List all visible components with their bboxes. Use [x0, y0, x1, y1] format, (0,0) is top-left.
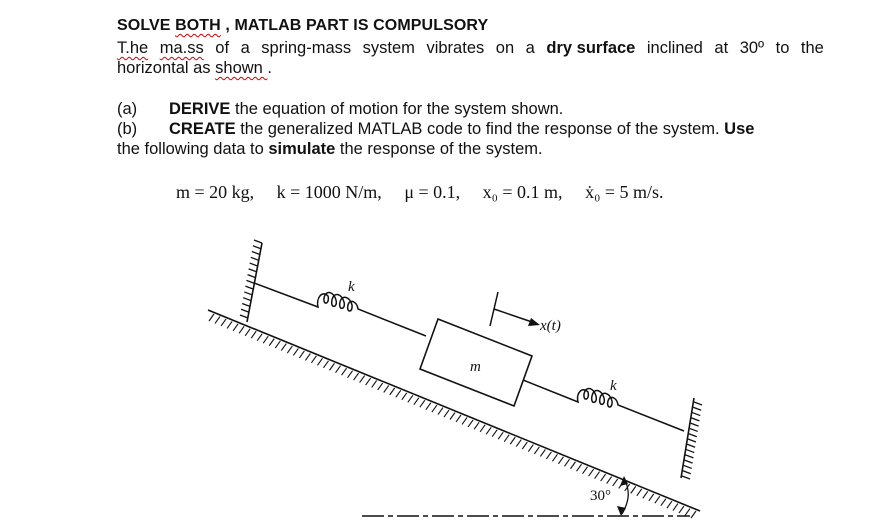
word: T.he — [117, 39, 149, 57]
hatch-mark — [246, 280, 254, 283]
hatch-mark — [390, 388, 395, 395]
hatch-mark — [293, 348, 298, 355]
hatch-mark — [528, 445, 533, 452]
left-spring-label: k — [348, 279, 355, 295]
hatch-mark — [250, 263, 258, 266]
hatch-mark — [661, 499, 666, 506]
hatch-mark — [684, 465, 692, 468]
hatch-mark — [504, 435, 509, 442]
hatch-mark — [249, 269, 257, 272]
hatch-mark — [689, 434, 697, 437]
hatch-mark — [683, 471, 691, 474]
hatch-mark — [275, 341, 280, 348]
hatch-mark — [691, 423, 699, 426]
hatch-mark — [688, 439, 696, 442]
word: inclined — [646, 39, 703, 57]
text: . — [267, 59, 273, 77]
hatch-mark — [637, 489, 642, 496]
right-spring-label: k — [610, 378, 617, 394]
word: at — [714, 39, 729, 57]
hatch-mark — [287, 346, 292, 353]
hatch-mark — [552, 454, 557, 461]
hatch-mark — [685, 460, 693, 463]
word: to — [775, 39, 790, 57]
hatch-mark — [480, 425, 485, 432]
hatch-mark — [245, 286, 253, 289]
item-b-text: the generalized MATLAB code to find the response of the system. — [235, 120, 725, 138]
hatch-mark — [456, 415, 461, 422]
hatch-mark — [242, 303, 250, 306]
hatch-mark — [241, 309, 249, 312]
hatch-mark — [444, 410, 449, 417]
hatch-mark — [583, 467, 588, 474]
hatch-mark — [673, 504, 678, 511]
hatch-mark — [546, 452, 551, 459]
hatch-mark — [396, 390, 401, 397]
hatch-mark — [227, 321, 232, 328]
word: system — [362, 39, 415, 57]
hatch-mark — [690, 428, 698, 431]
hatch-mark — [281, 344, 286, 351]
x-arrow-head — [528, 318, 540, 326]
x-arrow-shaft — [494, 309, 532, 322]
hatch-mark — [468, 420, 473, 427]
hatch-mark — [239, 326, 244, 333]
hatch-mark — [571, 462, 576, 469]
given-x0: x₀ = 0.1 m, — [482, 182, 563, 202]
hatch-mark — [462, 417, 467, 424]
item-b-label: (b) — [117, 120, 138, 138]
hatch-mark — [577, 464, 582, 471]
hatch-mark — [366, 378, 371, 385]
word: a — [240, 39, 250, 57]
hatch-mark — [311, 356, 316, 363]
hatch-mark — [263, 336, 268, 343]
hatch-mark — [402, 393, 407, 400]
item-b-bold: CREATE — [169, 120, 236, 138]
hatch-mark — [348, 371, 353, 378]
hatch-mark — [643, 491, 648, 498]
heading-text: SOLVE — [117, 17, 176, 34]
hatch-mark — [317, 358, 322, 365]
hatch-mark — [215, 316, 220, 323]
hatch-mark — [631, 486, 636, 493]
word: the — [800, 39, 824, 57]
hatch-mark — [299, 351, 304, 358]
hatch-mark — [378, 383, 383, 390]
hatch-mark — [251, 331, 256, 338]
hatch-mark — [498, 432, 503, 439]
left-wall-hatch — [240, 240, 262, 318]
hatch-mark — [305, 353, 310, 360]
word: on — [495, 39, 515, 57]
hatch-mark — [564, 459, 569, 466]
hatch-mark — [589, 469, 594, 476]
given-stiffness: k = 1000 N/m, — [276, 182, 382, 202]
hatch-mark — [354, 373, 359, 380]
right-wall — [681, 398, 694, 478]
text: the response of the system. — [335, 140, 543, 158]
text: the following data to — [117, 140, 269, 158]
hatch-mark — [486, 427, 491, 434]
hatch-mark — [691, 511, 696, 518]
hatch-mark — [694, 402, 702, 405]
hatch-mark — [685, 509, 690, 516]
item-a-label: (a) — [117, 100, 138, 118]
hatch-mark — [384, 385, 389, 392]
given-mass: m = 20 kg, — [176, 182, 255, 202]
hatch-mark — [687, 444, 695, 447]
hatch-mark — [269, 339, 274, 346]
word: 30º — [739, 39, 765, 57]
hatch-mark — [655, 496, 660, 503]
hatch-mark — [233, 324, 238, 331]
hatch-mark — [330, 363, 335, 370]
left-spring — [254, 283, 426, 336]
text: horizontal as — [117, 59, 216, 77]
hatch-mark — [360, 376, 365, 383]
item-b-use: Use — [724, 120, 755, 138]
hatch-mark — [474, 422, 479, 429]
hatch-mark — [540, 449, 545, 456]
hatch-mark — [607, 477, 612, 484]
hatch-mark — [253, 246, 261, 249]
word: a — [525, 39, 535, 57]
given-friction: μ = 0.1, — [404, 182, 461, 202]
heading-text-rest: , MATLAB PART IS COMPULSORY — [220, 17, 489, 34]
hatch-mark — [558, 457, 563, 464]
hatch-mark — [420, 400, 425, 407]
word-dry-surface: dry surface — [546, 39, 636, 57]
hatch-mark — [323, 361, 328, 368]
hatch-mark — [679, 506, 684, 513]
hatch-mark — [510, 437, 515, 444]
hatch-mark — [252, 252, 260, 255]
hatch-mark — [336, 366, 341, 373]
hatch-mark — [342, 368, 347, 375]
hatch-mark — [432, 405, 437, 412]
hatch-mark — [595, 472, 600, 479]
hatch-mark — [682, 476, 690, 479]
hatch-mark — [251, 257, 259, 260]
word-shown: shown — [215, 59, 268, 77]
mass-label: m — [470, 359, 481, 375]
hatch-mark — [601, 474, 606, 481]
hatch-mark — [408, 395, 413, 402]
hatch-mark — [254, 240, 262, 243]
given-xdot0: ẋ₀ = 5 m/s. — [585, 182, 664, 202]
hatch-mark — [613, 479, 618, 486]
hatch-mark — [209, 314, 214, 321]
hatch-mark — [649, 494, 654, 501]
heading-both: BOTH — [175, 17, 221, 34]
hatch-mark — [426, 403, 431, 410]
hatch-mark — [516, 440, 521, 447]
hatch-mark — [414, 398, 419, 405]
item-a-text: the equation of motion for the system shown. — [230, 100, 564, 118]
hatch-mark — [244, 292, 252, 295]
word: of — [215, 39, 230, 57]
word: vibrates — [426, 39, 485, 57]
hatch-mark — [450, 413, 455, 420]
word: spring-mass — [261, 39, 352, 57]
hatch-mark — [240, 315, 248, 318]
hatch-mark — [691, 418, 699, 421]
right-spring — [523, 380, 684, 431]
item-a-bold: DERIVE — [169, 100, 231, 118]
hatch-mark — [492, 430, 497, 437]
hatch-mark — [693, 407, 701, 410]
displacement-label: x(t) — [540, 318, 561, 334]
hatch-mark — [221, 319, 226, 326]
hatch-mark — [685, 455, 693, 458]
hatch-mark — [686, 450, 694, 453]
hatch-mark — [692, 413, 700, 416]
angle-label: 30° — [590, 488, 611, 504]
hatch-mark — [243, 298, 251, 301]
hatch-mark — [667, 501, 672, 508]
word-simulate: simulate — [268, 140, 336, 158]
word: ma.ss — [159, 39, 204, 57]
hatch-mark — [438, 408, 443, 415]
hatch-mark — [522, 442, 527, 449]
hatch-mark — [257, 334, 262, 341]
hatch-mark — [248, 275, 256, 278]
hatch-mark — [372, 380, 377, 387]
hatch-mark — [245, 329, 250, 336]
hatch-mark — [534, 447, 539, 454]
